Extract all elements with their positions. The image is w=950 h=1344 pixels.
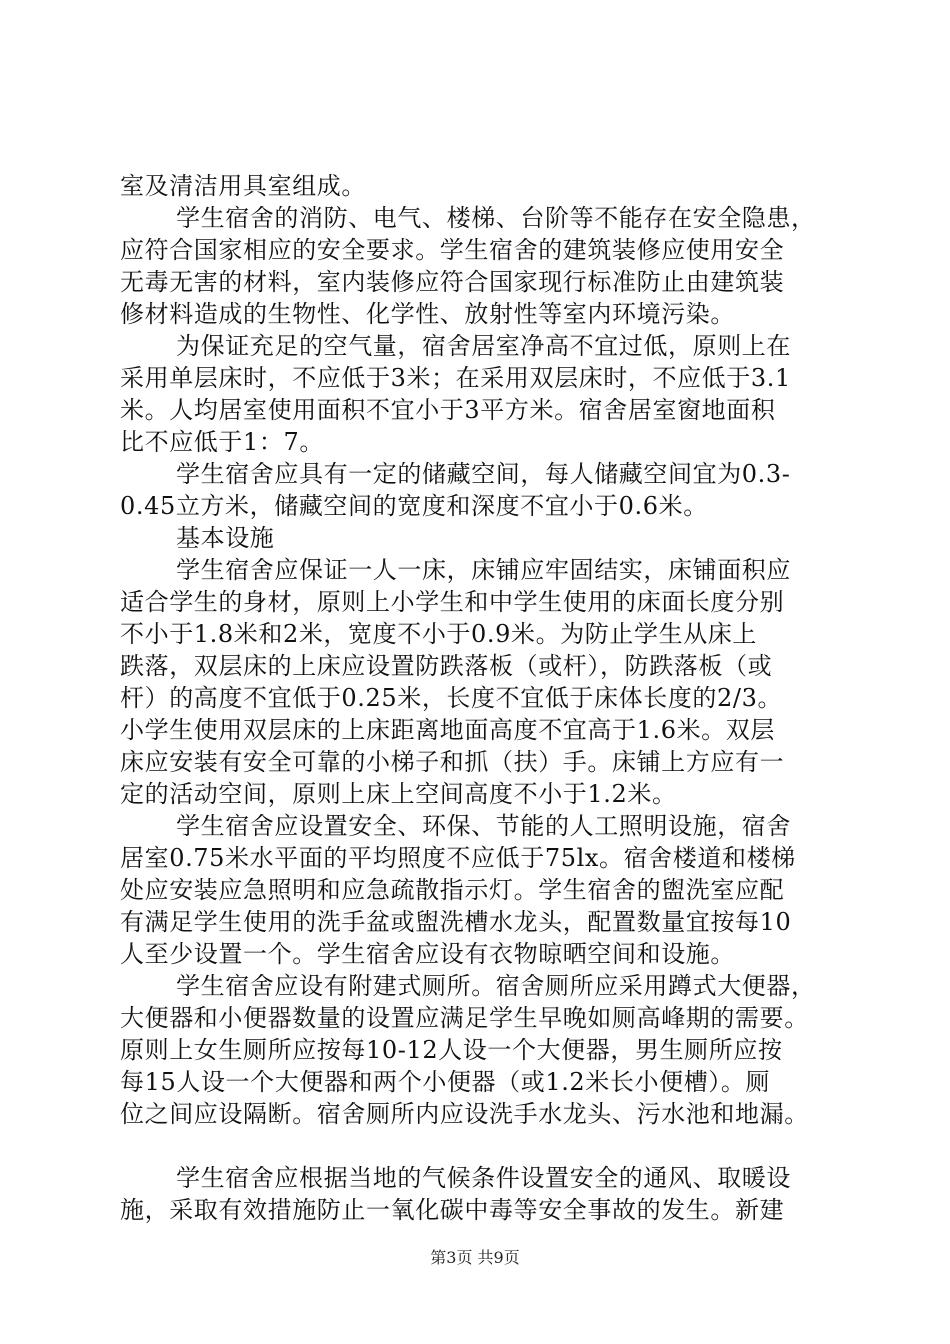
blank-line bbox=[120, 1130, 845, 1162]
text-line: 学生宿舍应保证一人一床，床铺应牢固结实，床铺面积应 bbox=[176, 556, 791, 584]
text-line: 跌落，双层床的上床应设置防跌落板（或杆），防跌落板（或 bbox=[120, 652, 773, 680]
text-line: 适合学生的身材，原则上小学生和中学生使用的床面长度分别 bbox=[120, 588, 785, 616]
text-line: 室及清洁用具室组成。 bbox=[120, 172, 366, 200]
text-line: 小学生使用双层床的上床距离地面高度不宜高于1.6米。双层 bbox=[120, 716, 775, 744]
text-line: 施，采取有效措施防止一氧化碳中毒等安全事故的发生。新建 bbox=[120, 1196, 785, 1224]
page-footer bbox=[0, 1248, 950, 1268]
text-line: 修材料造成的生物性、化学性、放射性等室内环境污染。 bbox=[120, 300, 735, 328]
text-line: 杆）的高度不宜低于0.25米，长度不宜低于床体长度的2/3。 bbox=[120, 684, 783, 712]
text-line: 每15人设一个大便器和两个小便器（或1.2米长小便槽）。厕 bbox=[120, 1068, 771, 1096]
text-line: 比不应低于1：7。 bbox=[120, 428, 324, 456]
text-line: 有满足学生使用的洗手盆或盥洗槽水龙头，配置数量宜按每10 bbox=[120, 908, 792, 936]
text-line: 定的活动空间，原则上床上空间高度不小于1.2米。 bbox=[120, 780, 677, 808]
text-line: 应符合国家相应的安全要求。学生宿舍的建筑装修应使用安全 bbox=[120, 236, 785, 264]
text-line: 床应安装有安全可靠的小梯子和抓（扶）手。床铺上方应有一 bbox=[120, 748, 785, 776]
text-line: 学生宿舍的消防、电气、楼梯、台阶等不能存在安全隐患， bbox=[176, 204, 816, 232]
text-line: 原则上女生厕所应按每10-12人设一个大便器，男生厕所应按 bbox=[120, 1036, 783, 1064]
text-line: 米。人均居室使用面积不宜小于3平方米。宿舍居室窗地面积 bbox=[120, 396, 776, 424]
text-line: 学生宿舍应设置安全、环保、节能的人工照明设施，宿舍 bbox=[176, 812, 791, 840]
page-number: 第3页 共9页 bbox=[430, 1248, 520, 1267]
text-line: 采用单层床时，不应低于3米；在采用双层床时，不应低于3.1 bbox=[120, 364, 791, 392]
section-heading: 基本设施 bbox=[176, 524, 275, 552]
document-body bbox=[120, 170, 845, 1226]
text-line: 学生宿舍应根据当地的气候条件设置安全的通风、取暖设 bbox=[176, 1164, 791, 1192]
text-line: 人至少设置一个。学生宿舍应设有衣物晾晒空间和设施。 bbox=[120, 940, 735, 968]
text-line: 大便器和小便器数量的设置应满足学生早晚如厕高峰期的需要。 bbox=[120, 1004, 809, 1032]
text-line: 居室0.75米水平面的平均照度不应低于75lx。宿舍楼道和楼梯 bbox=[120, 844, 796, 872]
text-line: 位之间应设隔断。宿舍厕所内应设洗手水龙头、污水池和地漏。 bbox=[120, 1100, 809, 1128]
text-line: 学生宿舍应具有一定的储藏空间，每人储藏空间宜为0.3- bbox=[176, 460, 791, 488]
text-line: 不小于1.8米和2米，宽度不小于0.9米。为防止学生从床上 bbox=[120, 620, 758, 648]
text-line: 学生宿舍应设有附建式厕所。宿舍厕所应采用蹲式大便器， bbox=[176, 972, 816, 1000]
text-line: 处应安装应急照明和应急疏散指示灯。学生宿舍的盥洗室应配 bbox=[120, 876, 785, 904]
text-line: 0.45立方米，储藏空间的宽度和深度不宜小于0.6米。 bbox=[120, 492, 708, 520]
text-line: 无毒无害的材料，室内装修应符合国家现行标准防止由建筑装 bbox=[120, 268, 785, 296]
text-line: 为保证充足的空气量，宿舍居室净高不宜过低，原则上在 bbox=[176, 332, 791, 360]
